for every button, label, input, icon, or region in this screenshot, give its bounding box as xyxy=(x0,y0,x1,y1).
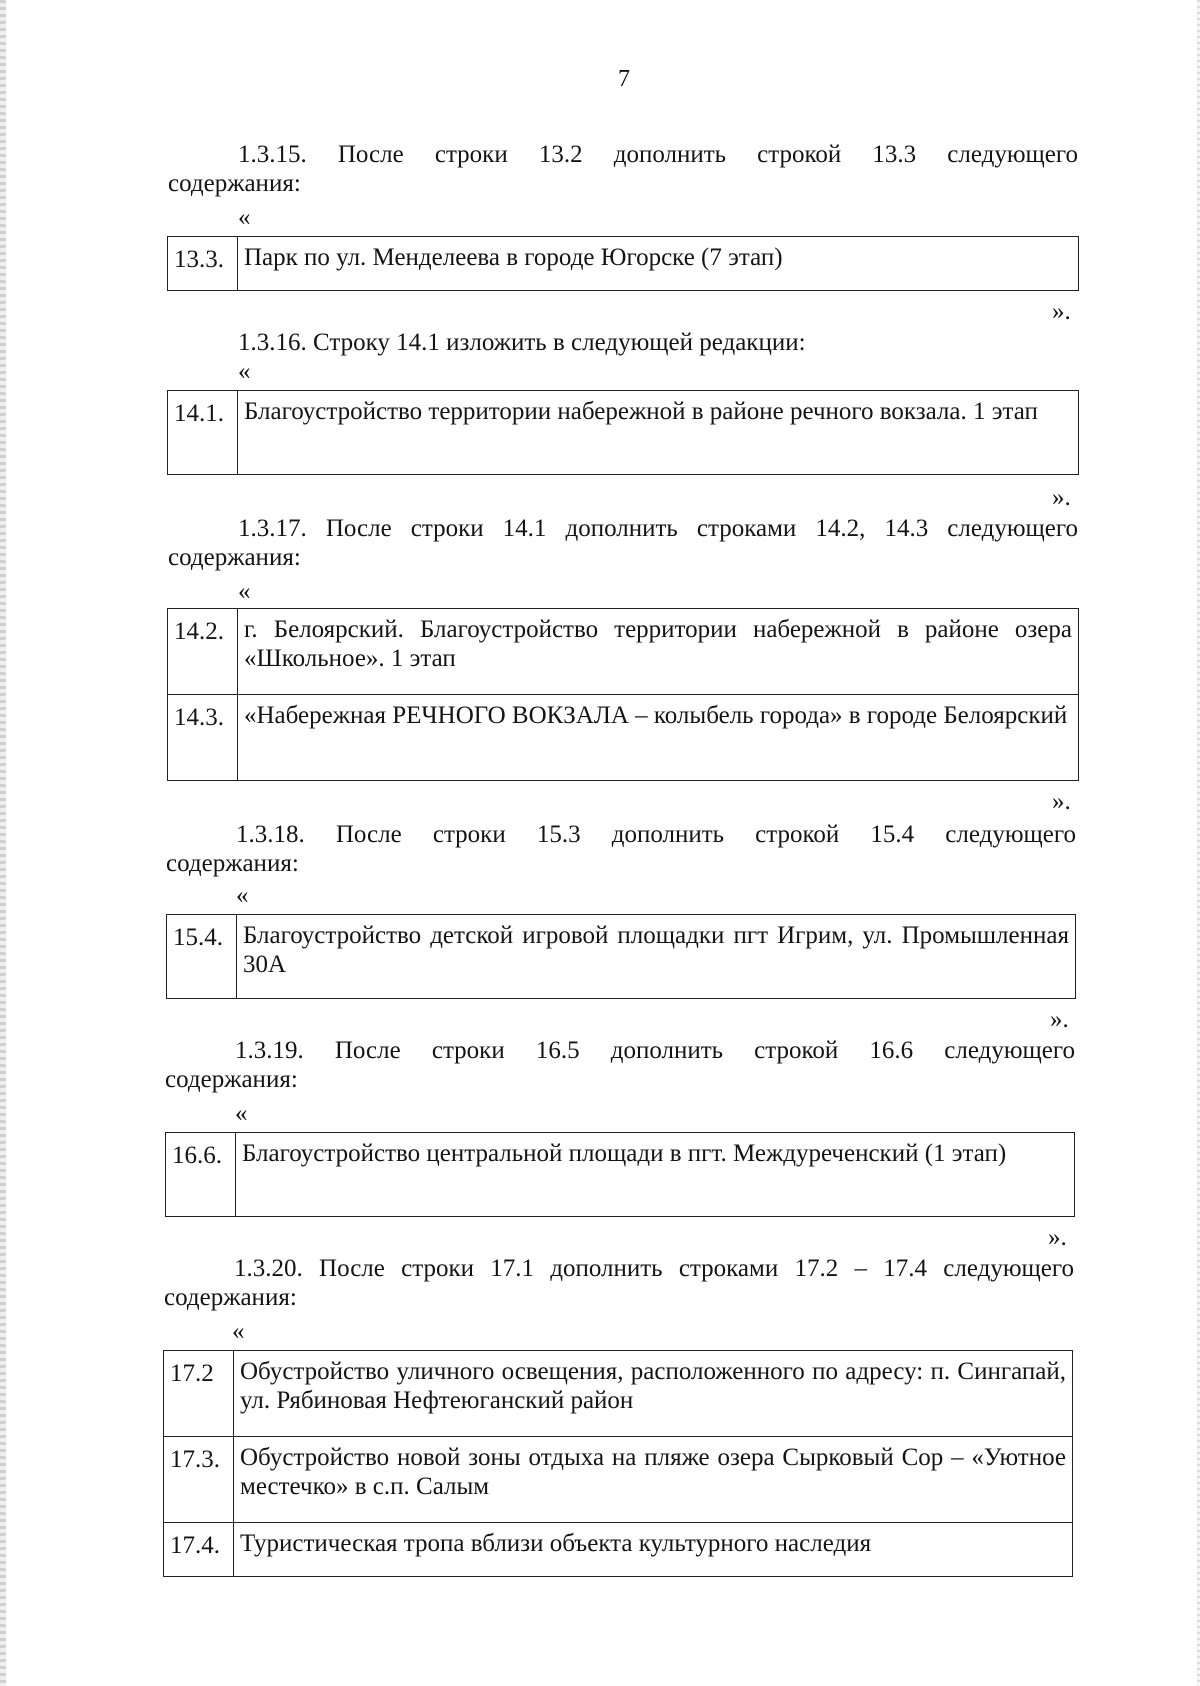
insertion-table xyxy=(163,1350,1073,1577)
opening-quote: « xyxy=(236,882,249,909)
table-row xyxy=(167,915,1076,999)
row-number: 13.3. xyxy=(168,237,238,291)
row-text: Благоустройство центральной площади в пгт. Междуреченский (1 этап) xyxy=(236,1133,1075,1217)
table-row xyxy=(168,237,1079,291)
section-heading: 1.3.15. После строки 13.2 дополнить строкой 13.3 следующего содержания: xyxy=(168,141,1078,197)
table-row xyxy=(164,1437,1073,1523)
insertion-table xyxy=(166,914,1076,999)
table-row xyxy=(168,695,1079,781)
row-text: Парк по ул. Менделеева в городе Югорске (7 этап) xyxy=(238,237,1079,291)
section-heading: 1.3.16. Строку 14.1 изложить в следующей редакции: xyxy=(238,329,806,356)
insertion-table xyxy=(167,390,1079,475)
row-text: Обустройство новой зоны отдыха на пляже озера Сырковый Сор – «Уютное местечко» в с.п. Салым xyxy=(234,1437,1073,1523)
opening-quote: « xyxy=(238,578,251,605)
section-heading: 1.3.20. После строки 17.1 дополнить строками 17.2 – 17.4 следующего содержания: xyxy=(164,1255,1074,1311)
row-number: 14.3. xyxy=(168,695,238,781)
opening-quote: « xyxy=(232,1318,245,1345)
row-text: Благоустройство территории набережной в районе речного вокзала. 1 этап xyxy=(238,391,1079,475)
insertion-table xyxy=(167,608,1079,781)
table-row xyxy=(164,1523,1073,1577)
row-number: 14.2. xyxy=(168,609,238,695)
closing-quote: ». xyxy=(1048,1224,1067,1251)
closing-quote: ». xyxy=(1052,298,1071,325)
row-number: 17.4. xyxy=(164,1523,234,1577)
table-row xyxy=(168,391,1079,475)
section-heading: 1.3.19. После строки 16.5 дополнить строкой 16.6 следующего содержания: xyxy=(165,1037,1075,1093)
table-row xyxy=(166,1133,1075,1217)
row-number: 17.3. xyxy=(164,1437,234,1523)
insertion-table xyxy=(167,236,1079,291)
row-number: 17.2 xyxy=(164,1351,234,1437)
closing-quote: ». xyxy=(1050,1006,1069,1033)
section-heading: 1.3.18. После строки 15.3 дополнить строкой 15.4 следующего содержания: xyxy=(166,821,1076,877)
row-number: 15.4. xyxy=(167,915,237,999)
row-text: Обустройство уличного освещения, расположенного по адресу: п. Сингапай, ул. Рябиновая Нефтеюганский район xyxy=(234,1351,1073,1437)
row-text: Туристическая тропа вблизи объекта культурного наследия xyxy=(234,1523,1073,1577)
row-text: Благоустройство детской игровой площадки пгт Игрим, ул. Промышленная 30А xyxy=(237,915,1076,999)
closing-quote: ». xyxy=(1052,484,1071,511)
table-row xyxy=(164,1351,1073,1437)
table-row xyxy=(168,609,1079,695)
scan-edge-left xyxy=(0,0,6,1686)
row-text: «Набережная РЕЧНОГО ВОКЗАЛА – колыбель города» в городе Белоярский xyxy=(238,695,1079,781)
row-number: 16.6. xyxy=(166,1133,236,1217)
closing-quote: ». xyxy=(1052,788,1071,815)
row-number: 14.1. xyxy=(168,391,238,475)
opening-quote: « xyxy=(238,204,251,231)
section-heading: 1.3.17. После строки 14.1 дополнить строками 14.2, 14.3 следующего содержания: xyxy=(168,515,1078,571)
opening-quote: « xyxy=(238,358,251,385)
row-text: г. Белоярский. Благоустройство территории набережной в районе озера «Школьное». 1 этап xyxy=(238,609,1079,695)
page-number: 7 xyxy=(618,66,630,92)
opening-quote: « xyxy=(235,1100,248,1127)
insertion-table xyxy=(165,1132,1075,1217)
